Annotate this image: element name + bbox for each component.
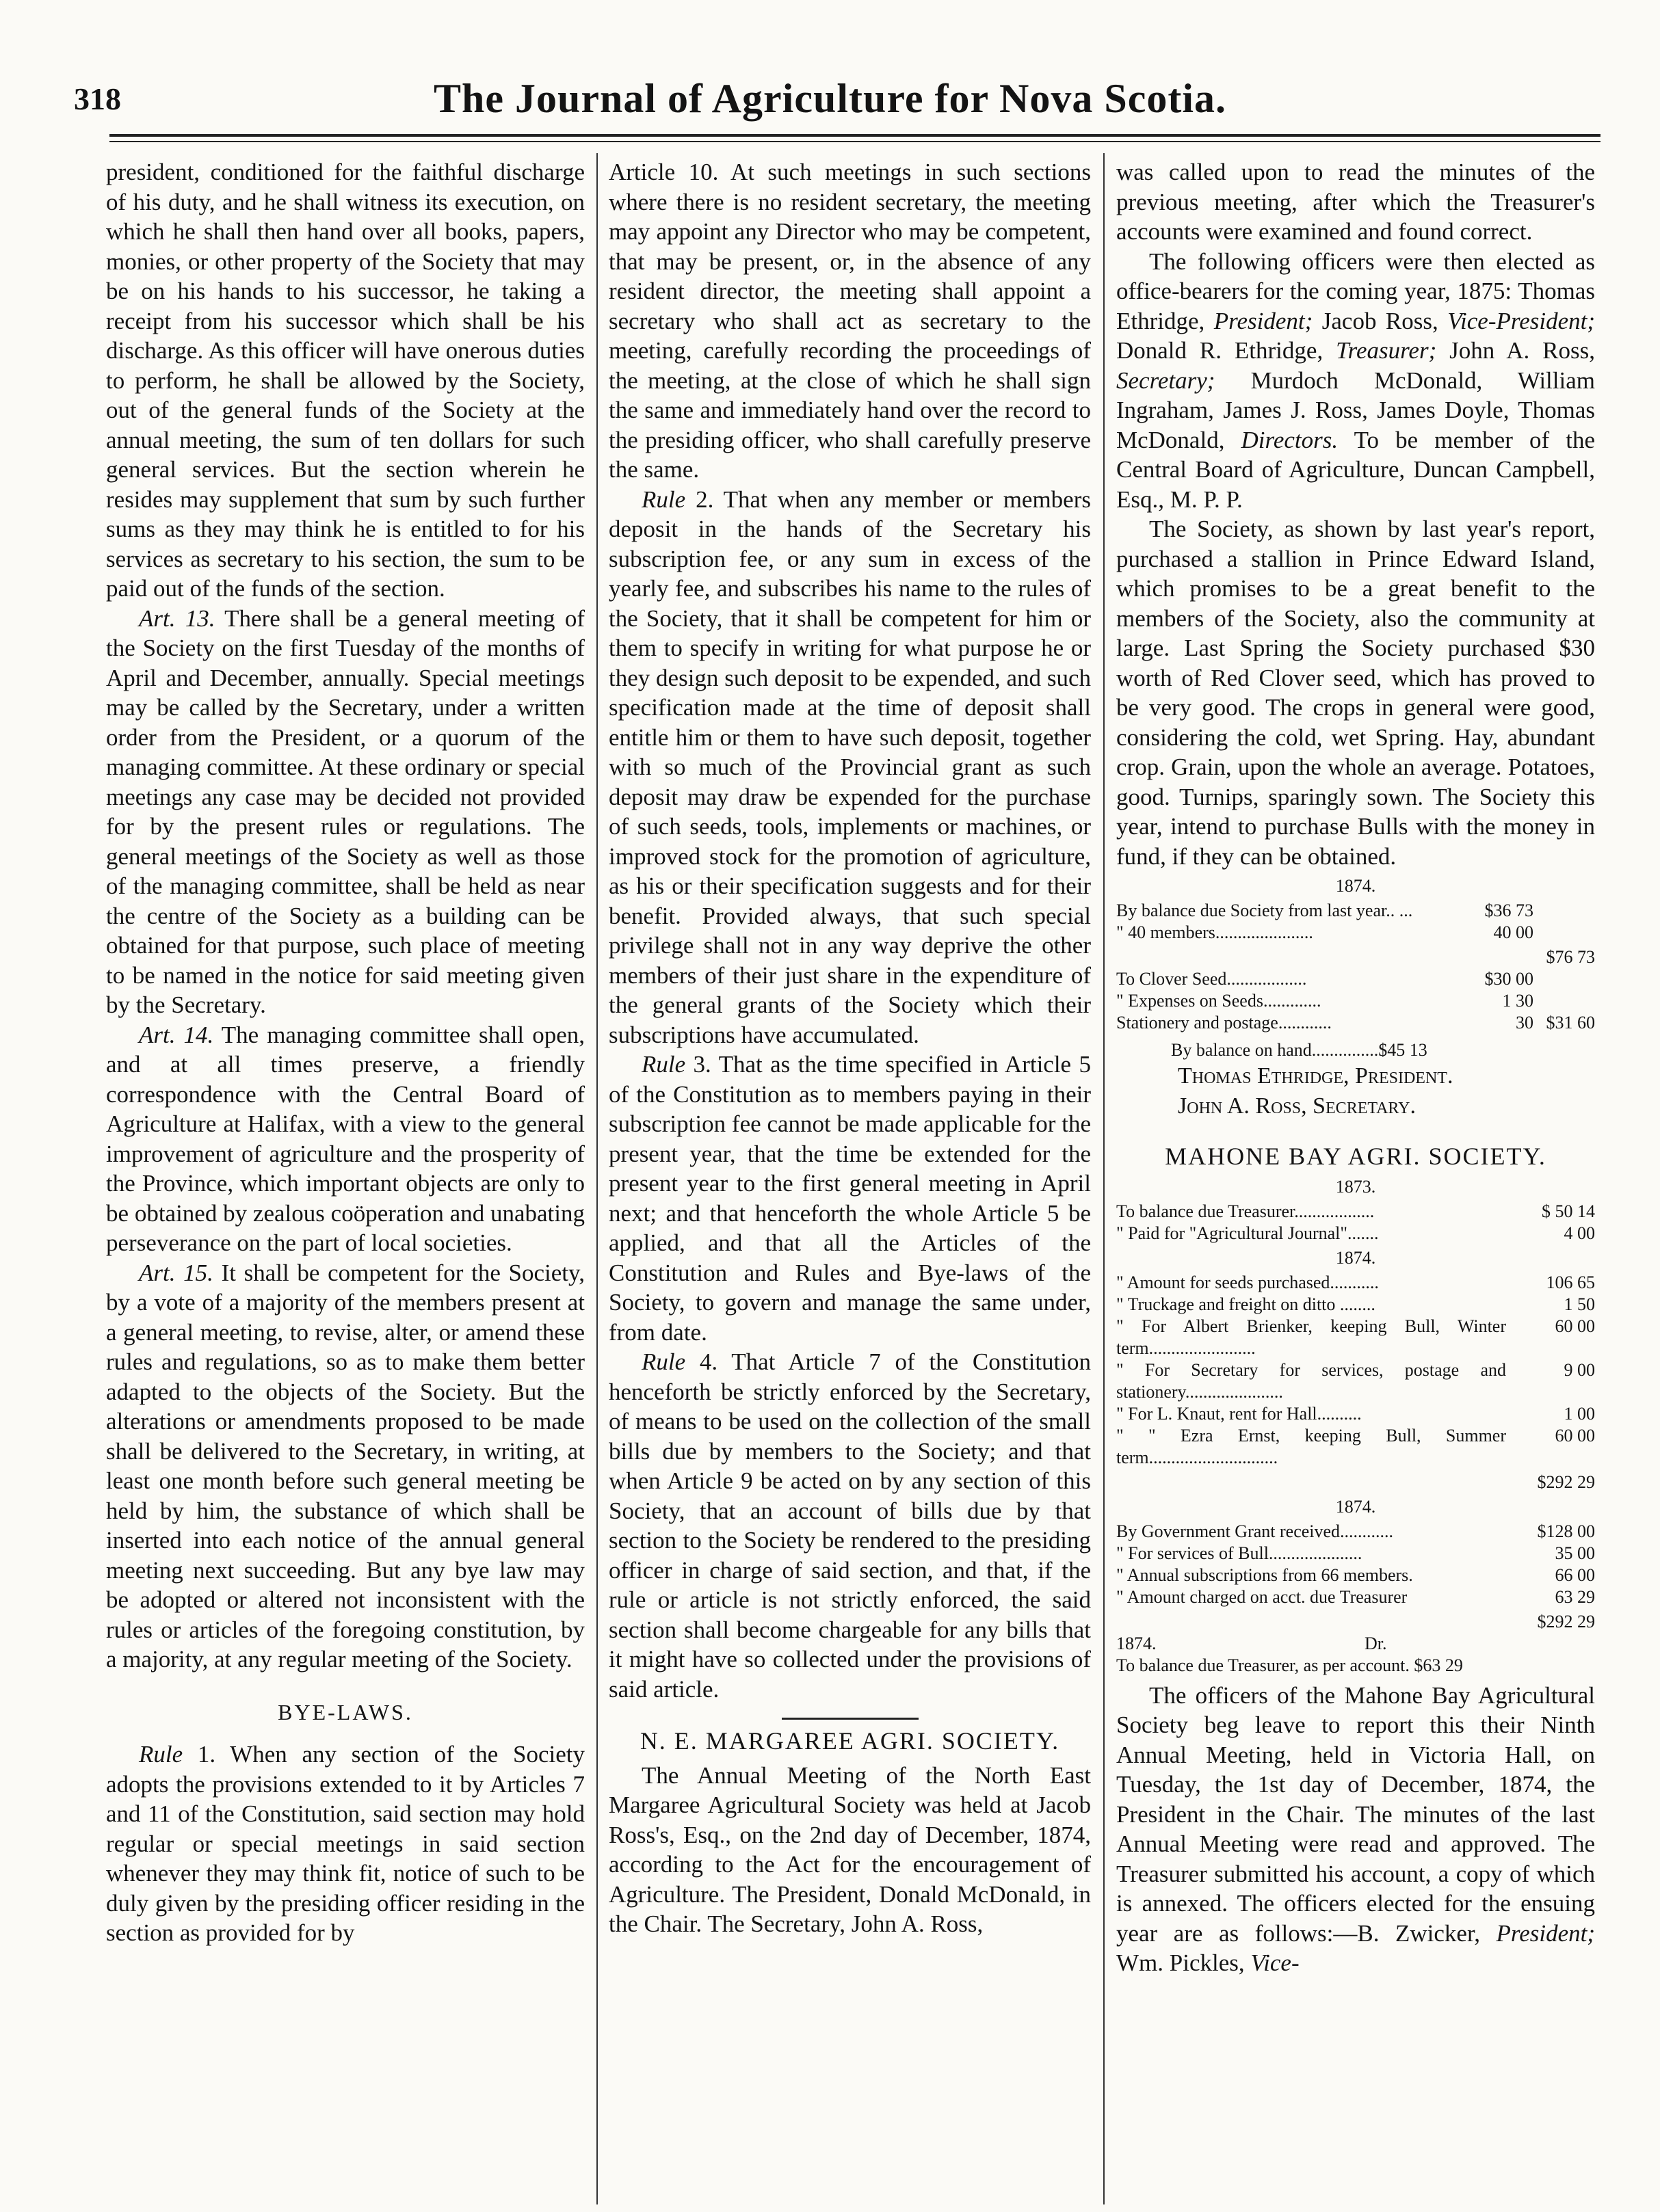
account-label: " 40 members......................: [1116, 922, 1313, 942]
section-heading: BYE-LAWS.: [278, 1699, 413, 1724]
paragraph: [106, 1258, 585, 1675]
text: Donald R. Ethridge,: [1116, 337, 1336, 364]
account-final: To balance due Treasurer, as per account. $63 29: [1116, 1655, 1463, 1675]
account-amount-total: [1533, 990, 1595, 1012]
text: Treasurer;: [1336, 337, 1437, 364]
section-heading: MAHONE BAY AGRI. SOCIETY.: [1165, 1143, 1546, 1170]
text: To be member of the Central Board of Agriculture, Duncan Campbell, Esq., M. P. P.: [1116, 426, 1595, 513]
account-label: " Amount charged on acct. due Treasurer: [1116, 1586, 1408, 1607]
text: Directors.: [1241, 426, 1339, 453]
paragraph: [106, 1020, 585, 1258]
account-amount: 1 00: [1564, 1403, 1595, 1424]
article-label: Art. 13.: [139, 604, 215, 632]
paragraph: [1116, 1681, 1595, 1978]
account-amount: 106 65: [1546, 1272, 1595, 1292]
article-label: Art. 14.: [139, 1021, 214, 1048]
text: John A. Ross,: [1436, 337, 1595, 364]
account-amount: 9 00: [1564, 1359, 1595, 1380]
account-amount: 1 50: [1564, 1294, 1595, 1314]
rule-label: Rule: [642, 485, 686, 513]
account-year: 1874.: [1335, 876, 1376, 896]
account-row: [1116, 1564, 1595, 1586]
account-row: [1116, 1521, 1595, 1543]
account-row: [1116, 1294, 1595, 1316]
column-1: [106, 157, 585, 1948]
account-amount-total: $31 60: [1546, 1013, 1595, 1032]
account-amount: 30: [1516, 1013, 1533, 1032]
account-amount: 66 00: [1555, 1564, 1595, 1585]
account-total: $292 29: [1537, 1611, 1595, 1631]
account-label: " Annual subscriptions from 66 members.: [1116, 1564, 1413, 1585]
account-amount: 40 00: [1493, 922, 1533, 942]
paragraph: [609, 1050, 1091, 1347]
text: Vice-President;: [1447, 307, 1595, 334]
account-label: " For services of Bull.....................: [1116, 1543, 1362, 1563]
account-amount: 60 00: [1555, 1425, 1595, 1445]
account-amount: 4 00: [1564, 1223, 1595, 1243]
account-year: 1874.: [1335, 1496, 1376, 1517]
account-row: [1116, 922, 1595, 944]
paragraph-text: There shall be a general meeting of the Society on the first Tuesday of the months of April and December, annually. Special meetings may be called by the Secretary, under a written order from the President, or a quorum of the managing committee. At these ordinary or special meetings any case may be decided not provided for by the present rules or regulations. The general meetings of the Society as well as those of the managing committee, shall be held as near the centre of the Society as a building can be obtained for that purpose, such place of meeting to be named in the notice for said meeting given by the Secretary.: [106, 604, 585, 1018]
paragraph-text: 1. When any section of the Society adopts the provisions extended to it by Articles 7 and 11 of the Constitution, said section may hold regular or special meetings in said section whenever they may think fit, notice of such to be duly given by the presiding officer residing in the section as provided for by: [106, 1741, 585, 1946]
account-year: 1874.: [1335, 1247, 1376, 1268]
paragraph: The Society, as shown by last year's report, purchased a stallion in Prince Edward Island, which promises to be a great benefit to the members of the Society, also the community at large. Last Spring the Society purchased $30 worth of Red Clover seed, which has proved to be very good. The crops in general were good, considering the cold, wet Spring. Hay, abundant crop. Grain, upon the whole an average. Potatoes, good. Turnips, sparingly sown. The Society this year, intend to purchase Bulls with the money in fund, if they can be obtained.: [1116, 516, 1595, 870]
section-heading: N. E. MARGAREE AGRI. SOCIETY.: [640, 1727, 1060, 1755]
paragraph: [106, 1740, 585, 1948]
account-row: [1116, 1012, 1595, 1034]
account-row: [1116, 1316, 1595, 1359]
account-label: Stationery and postage............: [1116, 1013, 1332, 1032]
account-row: [1116, 1272, 1595, 1294]
signature-president: Thomas Ethridge, President.: [1178, 1063, 1453, 1089]
account-row: [1116, 900, 1595, 922]
column-2: [609, 157, 1091, 1939]
account-label: By Government Grant received............: [1116, 1521, 1394, 1541]
paragraph: [609, 1347, 1091, 1704]
text: The following officers were then elected as office-bearers for the coming year, 1875: Thomas Ethridge,: [1116, 248, 1595, 334]
account-amount: $ 50 14: [1542, 1201, 1595, 1221]
account-row: [1116, 1201, 1595, 1223]
account-label: To balance due Treasurer..................: [1116, 1201, 1375, 1221]
paragraph: was called upon to read the minutes of the previous meeting, after which the Treasurer's accounts were examined and found correct.: [1116, 159, 1595, 245]
account-label: " Amount for seeds purchased...........: [1116, 1272, 1379, 1292]
column-divider-2: [1103, 153, 1105, 2204]
rule-label: Rule: [642, 1348, 686, 1375]
text: President;: [1496, 1919, 1595, 1947]
account-amount-total: [1533, 968, 1595, 990]
account-dr-label: Dr.: [1365, 1633, 1387, 1653]
header-rule-thin: [109, 141, 1600, 142]
header-rule-thick: [109, 134, 1600, 137]
account-dr-row: [1116, 1633, 1595, 1655]
paragraph: [106, 604, 585, 1020]
rule-label: Rule: [642, 1051, 686, 1078]
account-amount: 60 00: [1555, 1316, 1595, 1336]
paragraph-text: 3. That as the time specified in Article 5 of the Constitution as to members paying in their subscription fee cannot be made applicable for the present year, that the time be extended for the present year to the first general meeting in April next; and that henceforth the whole Article 5 be applied, and that all the Articles of the Constitution and Rules and Bye-laws of the Society, to govern and manage the same under, from date.: [609, 1051, 1091, 1346]
account-label: " Expenses on Seeds.............: [1116, 991, 1321, 1011]
column-3: [1116, 157, 1595, 1978]
account-row: [1116, 1403, 1595, 1425]
article-label: Art. 15.: [139, 1259, 213, 1286]
account-amount: 35 00: [1555, 1543, 1595, 1563]
paragraph: [609, 485, 1091, 1050]
paragraph: Article 10. At such meetings in such sections where there is no resident secretary, the meeting may appoint any Director who may be competent, that may be present, or, in the absence of any resident director, the meeting shall appoint a secretary who shall act as secretary to the meeting, carefully recording the proceedings of the meeting, at the close of which he shall sign the same and immediately hand over the record to the presiding officer, who shall carefully preserve the same.: [609, 159, 1091, 483]
journal-title: The Journal of Agriculture for Nova Scotia.: [433, 76, 1227, 121]
account-label: " Paid for "Agricultural Journal".......: [1116, 1223, 1379, 1243]
account-label: " For Secretary for services, postage and stationery......................: [1116, 1359, 1506, 1402]
account-amount: $36 73: [1484, 901, 1533, 920]
account-row: [1116, 968, 1595, 990]
account-year: 1873.: [1335, 1176, 1376, 1197]
text: Vice-: [1250, 1949, 1300, 1976]
account-row: [1116, 990, 1595, 1012]
account-label: " " Ezra Ernst, keeping Bull, Summer term.............................: [1116, 1425, 1506, 1467]
ne-margaree-account: [1116, 875, 1595, 1061]
text: Murdoch McDonald, William Ingraham, James J. Ross, James Doyle, Thomas McDonald,: [1116, 367, 1595, 453]
account-year: 1874.: [1116, 1633, 1157, 1653]
account-amount: 63 29: [1555, 1586, 1595, 1607]
account-balance: By balance on hand...............$45 13: [1171, 1040, 1427, 1060]
account-row: [1116, 1543, 1595, 1564]
column-divider-1: [596, 153, 598, 2204]
paragraph-text: It shall be competent for the Society, by a vote of a majority of the members present at a general meeting, to revise, alter, or amend these rules and regulations, so as to make them better adapted to the objects of the Society. But the alterations or amendments proposed to be made shall be delivered to the Secretary, in writing, at least one month before such general meeting be held by him, the substance of which shall be inserted into each notice of the annual general meeting next succeeding. But any bye law may be adopted or altered not inconsistent with the rules or articles of the foregoing constitution, by a majority, at any regular meeting of the Society.: [106, 1259, 585, 1673]
paragraph: [1116, 247, 1595, 515]
account-row: [1116, 1586, 1595, 1608]
account-amount: $30 00: [1484, 969, 1533, 989]
account-total: $292 29: [1537, 1471, 1595, 1492]
account-amount-total: [1533, 900, 1595, 922]
text: Wm. Pickles,: [1116, 1949, 1251, 1976]
account-row: [1116, 1223, 1595, 1244]
account-label: To Clover Seed..................: [1116, 969, 1307, 989]
account-label: " For Albert Brienker, keeping Bull, Winter term........................: [1116, 1316, 1506, 1358]
paragraph-text: 2. That when any member or members deposit in the hands of the Secretary his subscription fee, or any sum in excess of the yearly fee, and subscribes his name to the rules of the Society, that it shall be competent for him or them to specify in writing for what purpose he or they design such deposit to be expended, and such specification made at the time of deposit shall entitle him or them to have such deposit, together with so much of the Provincial grant as such deposit may draw be expended for the purchase of such seeds, tools, implements or machines, or improved stock for the promotion of agriculture, as his or their specification suggests and for their benefit. Provided always, that such special privilege shall not in any way deprive the other members of their just share in the expenditure of the general grants of the Society which their subscriptions have accumulated.: [609, 485, 1091, 1048]
account-amount: $128 00: [1537, 1521, 1595, 1541]
page-number: 318: [74, 81, 121, 116]
text: Jacob Ross,: [1313, 307, 1448, 334]
text: President;: [1213, 307, 1313, 334]
account-label: By balance due Society from last year.. ...: [1116, 901, 1413, 920]
account-total: $76 73: [1546, 947, 1595, 967]
text: Secretary;: [1116, 367, 1215, 394]
account-amount-total: [1533, 922, 1595, 944]
account-label: " Truckage and freight on ditto ........: [1116, 1294, 1375, 1314]
paragraph-text: 4. That Article 7 of the Constitution henceforth be strictly enforced by the Secretary, of means to be used on the collection of the small bills due by members to the Society; and that when Article 9 be acted on by any section of this Society, that an account of bills due by that section to the Society be rendered to the presiding officer in charge of said section, and that, if the rule or article is not strictly enforced, the said section shall become chargeable for any bills that it might have so collected under the provisions of said article.: [609, 1348, 1091, 1703]
signature-secretary: John A. Ross, Secretary.: [1178, 1093, 1416, 1119]
paragraph: The Annual Meeting of the North East Margaree Agricultural Society was held at Jacob Ross's, Esq., on the 2nd day of December, 1874, according to the Act for the encouragement of Agriculture. The President, Donald McDonald, in the Chair. The Secretary, John A. Ross,: [609, 1761, 1091, 1937]
paragraph: president, conditioned for the faithful discharge of his duty, and he shall witness its execution, on which he shall then hand over all books, papers, monies, or other property of the Society that may be on his hands to his successor, he taking a receipt from his successor which shall be his discharge. As this officer will have onerous duties to perform, he shall be allowed by the Society, out of the general funds of the Society at the annual meeting, the sum of ten dollars for such general services. But the section wherein he resides may supplement that sum by such further sums as they may think he is entitled to for his services as secretary to his section, the sum to be paid out of the funds of the section.: [106, 159, 585, 602]
mahone-bay-account: [1116, 1176, 1595, 1677]
paragraph-text: The managing committee shall open, and at all times preserve, a friendly correspondence with the Central Board of Agriculture at Halifax, with a view to the general improvement of agriculture and the prosperity of the Province, which important objects are only to be obtained by zealous coöperation and unabating perseverance on the part of local societies.: [106, 1021, 585, 1256]
account-row: [1116, 1359, 1595, 1403]
account-label: " For L. Knaut, rent for Hall..........: [1116, 1403, 1362, 1424]
section-rule: [782, 1718, 919, 1720]
text: The officers of the Mahone Bay Agricultural Society beg leave to report this their Ninth Annual Meeting, held in Victoria Hall, on Tuesday, the 1st day of December, 1874, the President in the Chair. The minutes of the last Annual Meeting were read and approved. The Treasurer submitted his account, a copy of which is annexed. The officers elected for the ensuing year are as follows:—B. Zwicker,: [1116, 1681, 1595, 1947]
account-amount: 1 30: [1502, 991, 1533, 1011]
rule-label: Rule: [139, 1741, 183, 1768]
account-row: [1116, 1425, 1595, 1469]
